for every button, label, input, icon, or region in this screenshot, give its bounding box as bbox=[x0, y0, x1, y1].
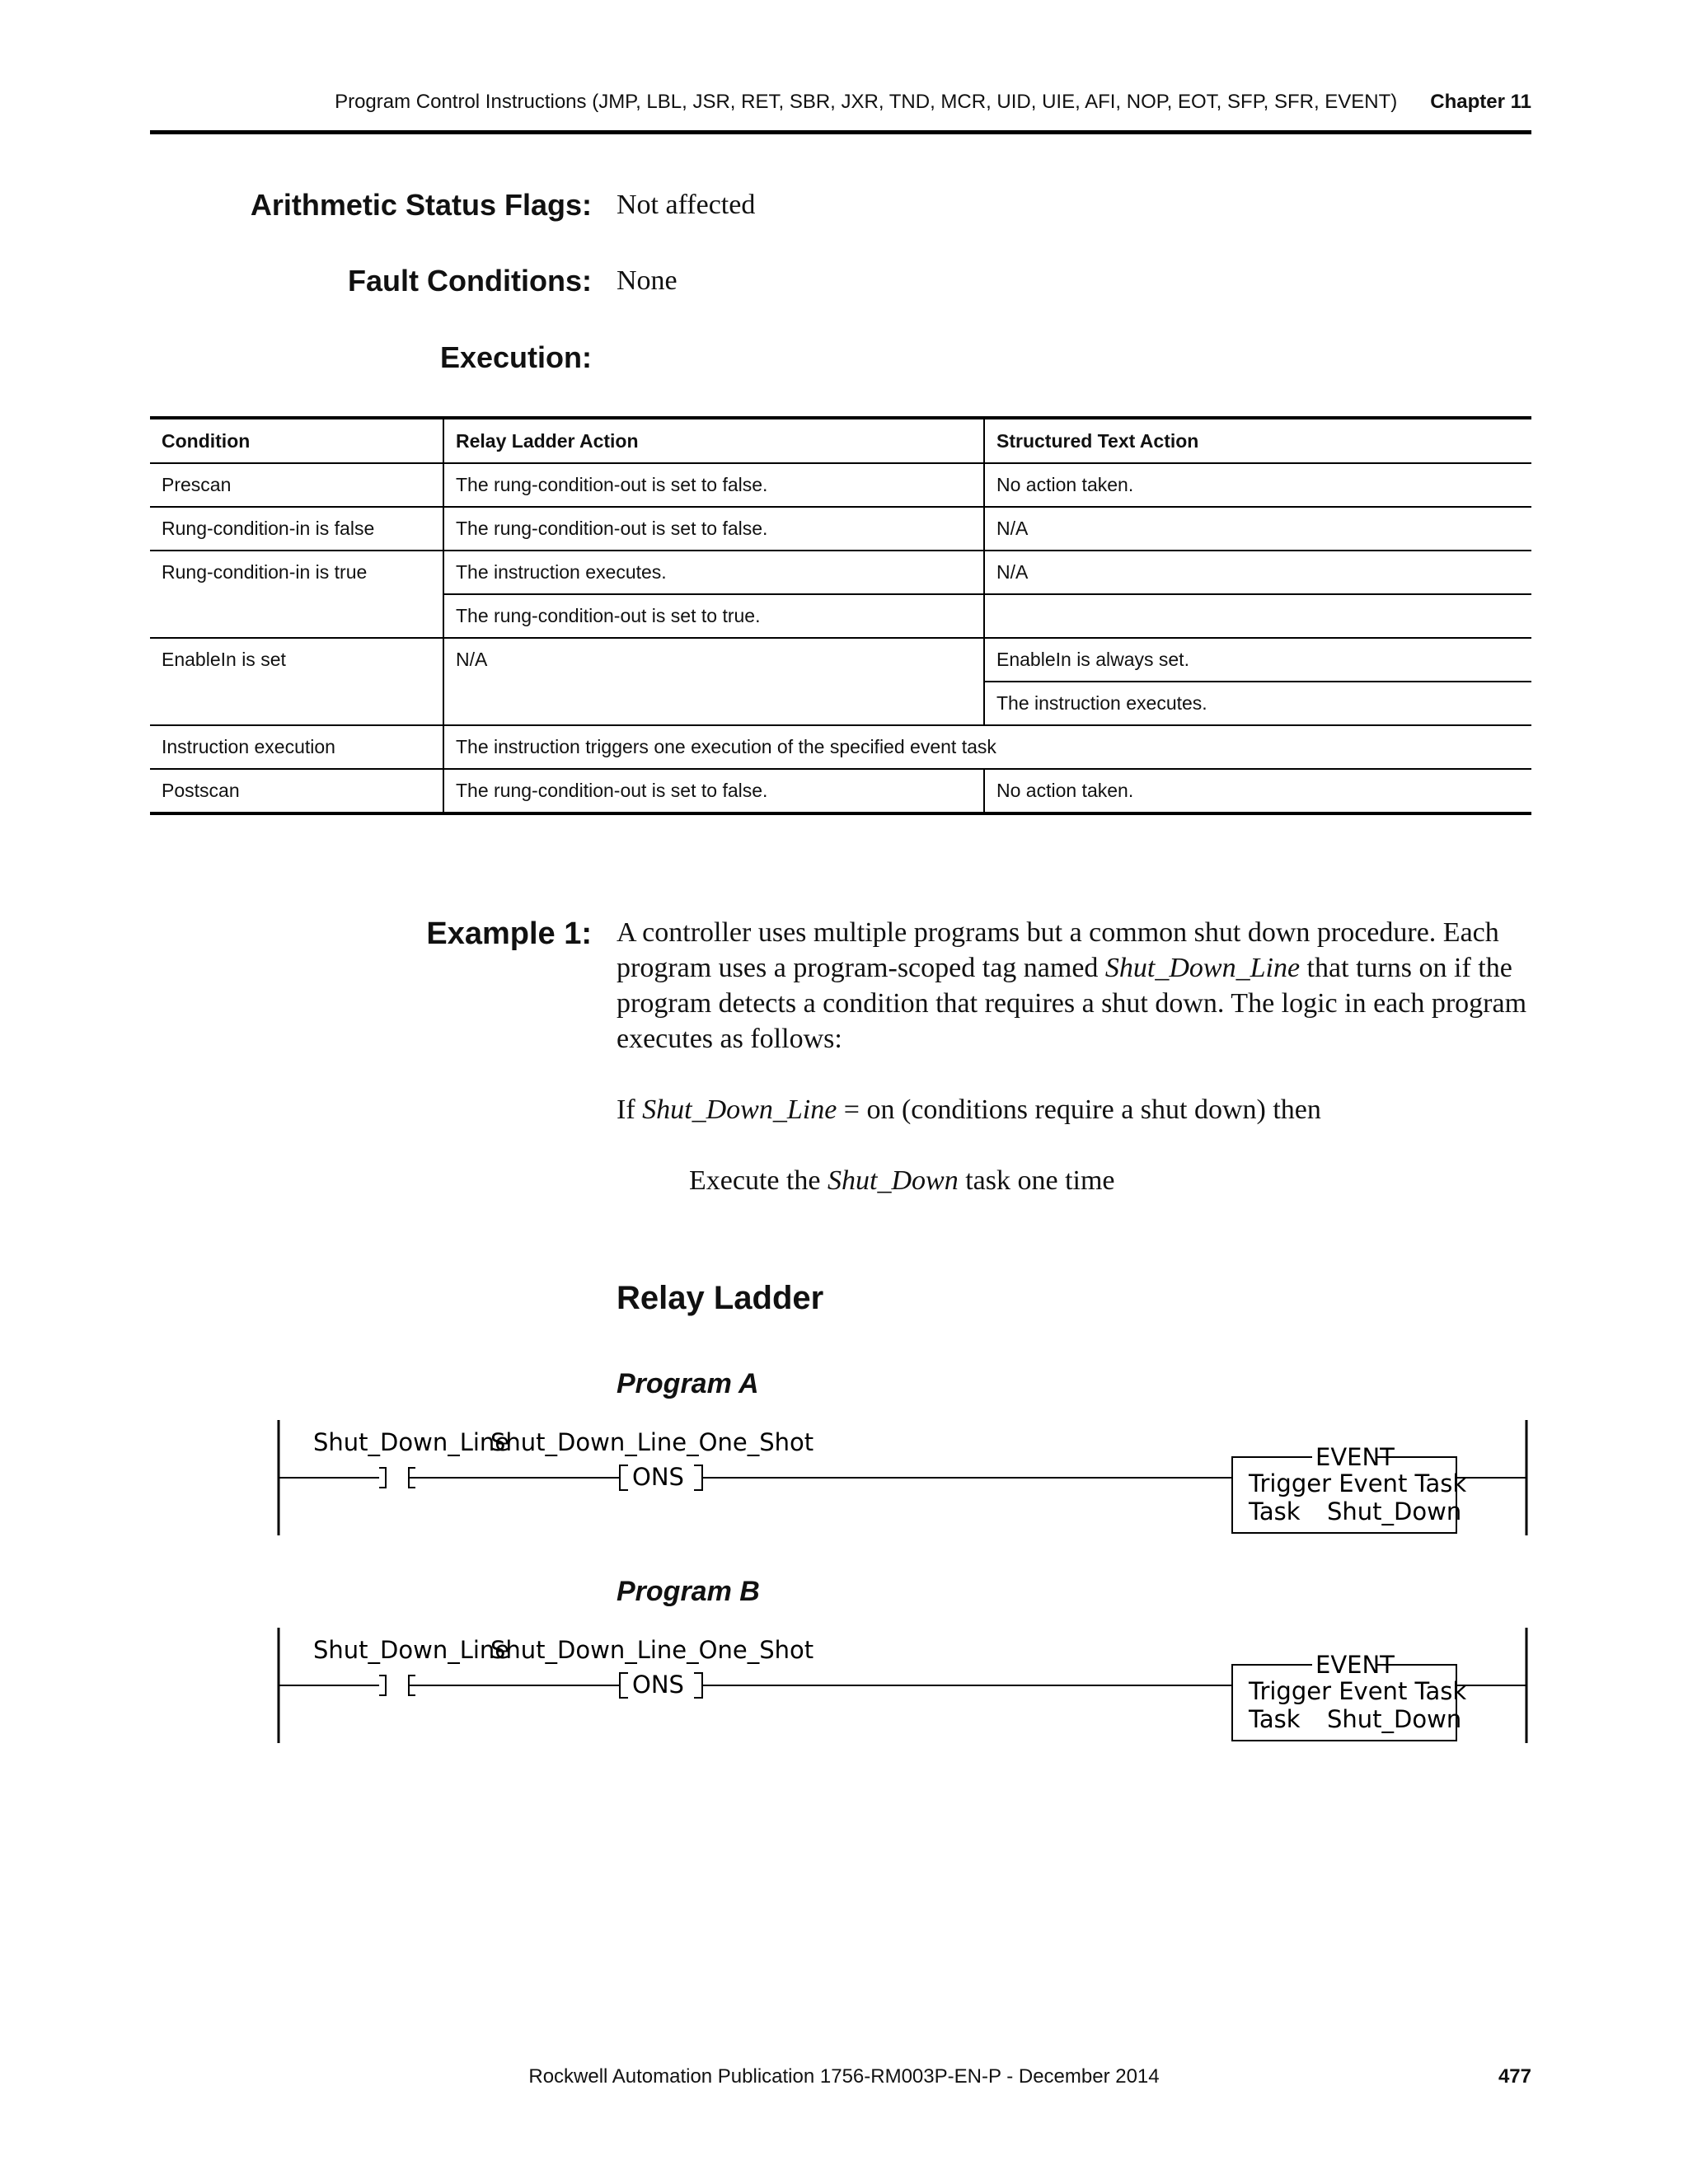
text-run: If bbox=[617, 1094, 643, 1125]
table-row bbox=[150, 507, 1531, 551]
cell-relay: The rung-condition-out is set to false. bbox=[443, 463, 984, 507]
arith-flags-value: Not affected bbox=[617, 190, 756, 220]
cell-relay: The instruction triggers one execution of the specified event task bbox=[443, 725, 1531, 769]
cell-st: N/A bbox=[984, 551, 1531, 594]
col-header-condition: Condition bbox=[150, 418, 443, 463]
condition-paragraph bbox=[617, 1092, 1531, 1127]
text-run: task one time bbox=[958, 1165, 1115, 1196]
col-header-relay: Relay Ladder Action bbox=[443, 418, 984, 463]
text-run: that turns on if the program detects a condition that requires a shut down. The logic in each program executes as follows: bbox=[617, 953, 1527, 1054]
cell-relay: The rung-condition-out is set to false. bbox=[443, 507, 984, 551]
tag-name: Shut_Down bbox=[828, 1165, 959, 1196]
running-title: Program Control Instructions (JMP, LBL, JSR, RET, SBR, JXR, TND, MCR, UID, UIE, AFI, NOP, EOT, SFP, SFR, EVENT) bbox=[335, 91, 1398, 113]
cell-relay: The rung-condition-out is set to false. bbox=[443, 769, 984, 813]
event-description: Trigger Event Task bbox=[1249, 1469, 1467, 1497]
text-run: Execute the bbox=[689, 1165, 828, 1196]
cell-relay: The instruction executes. bbox=[443, 551, 984, 594]
program-a-title: Program A bbox=[617, 1368, 759, 1399]
table-row bbox=[150, 551, 1531, 594]
text-run: = on (conditions require a shut down) then bbox=[837, 1094, 1321, 1125]
table-row bbox=[150, 725, 1531, 769]
cell-st: No action taken. bbox=[984, 463, 1531, 507]
ons-label: ONS bbox=[632, 1671, 684, 1699]
event-task-value: Shut_Down bbox=[1327, 1497, 1462, 1526]
event-task-label: Task bbox=[1249, 1497, 1301, 1526]
cell-condition: EnableIn is set bbox=[150, 638, 443, 725]
contact-tag: Shut_Down_Line bbox=[313, 1636, 510, 1664]
program-b-title: Program B bbox=[617, 1576, 760, 1607]
table-row bbox=[150, 769, 1531, 813]
cell-relay: The rung-condition-out is set to true. bbox=[443, 594, 984, 638]
text-run: A controller uses multiple programs but a common shut down procedure. Each program uses a program-scoped tag named bbox=[617, 917, 1499, 983]
event-title: EVENT bbox=[1315, 1443, 1395, 1471]
event-title: EVENT bbox=[1315, 1651, 1395, 1679]
cell-condition: Rung-condition-in is false bbox=[150, 507, 443, 551]
cell-st: The instruction executes. bbox=[984, 682, 1531, 725]
cell-st: No action taken. bbox=[984, 769, 1531, 813]
chapter-label: Chapter 11 bbox=[1430, 91, 1531, 113]
example-paragraph bbox=[617, 915, 1531, 1057]
contact-tag: Shut_Down_Line bbox=[313, 1428, 510, 1456]
page-number: 477 bbox=[1498, 2065, 1531, 2088]
cell-relay: N/A bbox=[443, 638, 984, 725]
event-task-value: Shut_Down bbox=[1327, 1705, 1462, 1733]
fault-conditions-value: None bbox=[617, 265, 678, 296]
table-header-row bbox=[150, 418, 1531, 463]
relay-ladder-heading: Relay Ladder bbox=[617, 1280, 824, 1316]
col-header-st: Structured Text Action bbox=[984, 418, 1531, 463]
tag-name: Shut_Down_Line bbox=[642, 1094, 837, 1125]
example-label: Example 1: bbox=[426, 916, 592, 951]
tag-name: Shut_Down_Line bbox=[1104, 953, 1301, 983]
cell-st: EnableIn is always set. bbox=[984, 638, 1531, 682]
cell-condition: Instruction execution bbox=[150, 725, 443, 769]
table-row bbox=[150, 638, 1531, 682]
ladder-rung-program-b bbox=[272, 1624, 1533, 1747]
header-rule bbox=[150, 130, 1531, 134]
arith-flags-label: Arithmetic Status Flags: bbox=[250, 188, 592, 222]
cell-condition: Prescan bbox=[150, 463, 443, 507]
action-paragraph bbox=[689, 1163, 1513, 1198]
running-header bbox=[335, 91, 1531, 114]
cell-st bbox=[984, 594, 1531, 638]
event-task-label: Task bbox=[1249, 1705, 1301, 1733]
fault-conditions-label: Fault Conditions: bbox=[348, 264, 592, 298]
table-row bbox=[150, 463, 1531, 507]
cell-condition: Postscan bbox=[150, 769, 443, 813]
cell-condition: Rung-condition-in is true bbox=[150, 551, 443, 638]
cell-st: N/A bbox=[984, 507, 1531, 551]
execution-label: Execution: bbox=[439, 340, 592, 374]
publication-footer: Rockwell Automation Publication 1756-RM003P-EN-P - December 2014 bbox=[528, 2065, 1160, 2088]
ons-tag: Shut_Down_Line_One_Shot bbox=[490, 1428, 814, 1456]
ons-tag: Shut_Down_Line_One_Shot bbox=[490, 1636, 814, 1664]
ons-label: ONS bbox=[632, 1463, 684, 1491]
event-description: Trigger Event Task bbox=[1249, 1677, 1467, 1705]
execution-table bbox=[150, 416, 1531, 815]
ladder-rung-program-a bbox=[272, 1416, 1533, 1540]
